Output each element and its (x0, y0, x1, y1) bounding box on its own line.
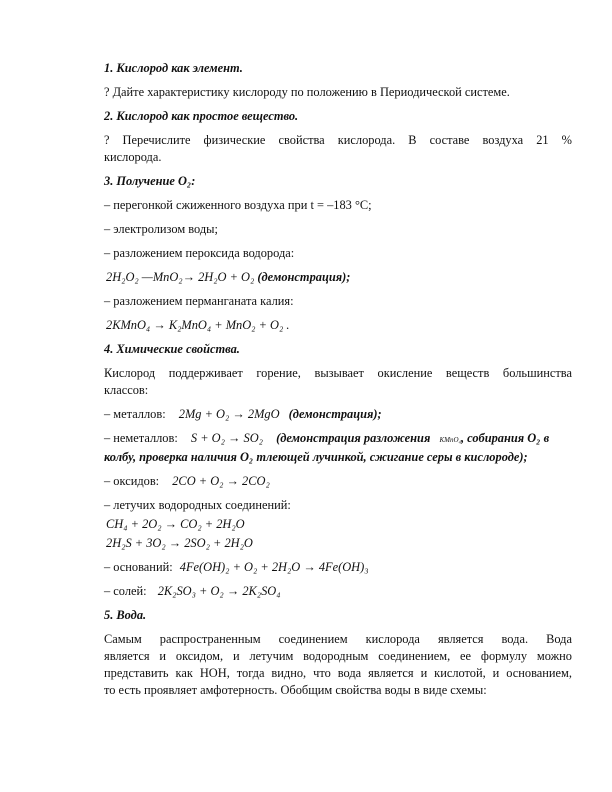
water-paragraph-line-4: то есть проявляет амфотерность. Обобщим свойства воды в виде схемы: (104, 683, 487, 697)
method-peroxide: – разложением пероксида водорода: (104, 246, 295, 260)
formula-bases: 4Fe(OH)₂ + O₂ + 2H₂O → 4Fe(OH)₃ (179, 560, 369, 574)
formula-row-peroxide (104, 269, 572, 286)
row-hydrogen-f1 (104, 516, 572, 533)
formula-methane: CH₄ + 2O₂ → CO₂ + 2H₂O (106, 517, 245, 531)
demo-note-nonmetals-c: колбу, проверка наличия О₂ тлеющей лучинкой, сжигание серы в кислороде); (104, 450, 528, 464)
method-electrolysis: – электролизом воды; (104, 222, 218, 236)
question-2-line-1: ? Перечислите физические свойства кислорода. В составе воздуха 21 % (104, 133, 572, 147)
demo-note-nonmetals-b: , собирания О₂ в (460, 431, 550, 445)
formula-kmno4-small: KMnO₄ (439, 436, 461, 444)
water-paragraph-line-1: Самым распространенным соединением кислорода является вода. Вода (104, 632, 572, 646)
label-oxides: – оксидов: (104, 474, 160, 488)
formula-metals: 2Mg + O₂ → 2MgO (178, 407, 280, 421)
demo-note-metals: (демонстрация); (288, 407, 382, 421)
formula-peroxide: 2H₂O₂ —MnO₂→ 2H₂O + O₂ (106, 270, 255, 284)
section-heading-1: 1. Кислород как элемент. (104, 61, 243, 75)
label-bases: – оснований: (104, 560, 173, 574)
document-page (104, 60, 572, 706)
row-salts (104, 583, 572, 600)
formula-oxides: 2CO + O₂ → 2CO₂ (172, 474, 270, 488)
row-bases (104, 559, 572, 576)
formula-permanganate: 2KMnO₄ → K₂MnO₄ + MnO₂ + O₂ . (106, 318, 290, 332)
method-permanganate: – разложением перманганата калия: (104, 294, 294, 308)
properties-intro-line-1: Кислород поддерживает горение, вызывает окисление веществ большинства (104, 366, 572, 380)
demo-note-nonmetals-a: (демонстрация разложения (276, 431, 431, 445)
formula-salts: 2K₂SO₃ + O₂ → 2K₂SO₄ (157, 584, 281, 598)
section-heading-3: 3. Получение О₂: (104, 174, 196, 188)
water-paragraph-line-3: представить как HOH, тогда видно, что вода является и кислотой, и основанием, (104, 666, 572, 680)
label-hydrogen-compounds: – летучих водородных соединений: (104, 498, 291, 512)
label-salts: – солей: (104, 584, 147, 598)
formula-h2s: 2H₂S + 3O₂ → 2SO₂ + 2H₂O (106, 536, 253, 550)
label-metals: – металлов: (104, 407, 166, 421)
demo-note-1: (демонстрация); (257, 270, 351, 284)
section-heading-4: 4. Химические свойства. (104, 342, 240, 356)
row-hydrogen-f2 (104, 535, 572, 552)
formula-row-permanganate (104, 317, 572, 334)
label-nonmetals: – неметаллов: (104, 431, 178, 445)
section-heading-2: 2. Кислород как простое вещество. (104, 109, 299, 123)
method-liquid-air: – перегонкой сжиженного воздуха при t = –183 °С; (104, 198, 372, 212)
row-nonmetals (104, 430, 572, 449)
properties-intro-line-2: классов: (104, 383, 149, 397)
water-paragraph-line-2: является и оксидом, и летучим водородным соединением, ее формулу можно (104, 649, 572, 663)
row-oxides (104, 473, 572, 490)
question-2-line-2: кислорода. (104, 150, 162, 164)
row-metals (104, 406, 572, 423)
formula-nonmetals: S + O₂ → SO₂ (190, 431, 263, 445)
section-heading-5: 5. Вода. (104, 608, 147, 622)
question-1: ? Дайте характеристику кислороду по положению в Периодической системе. (104, 85, 510, 99)
